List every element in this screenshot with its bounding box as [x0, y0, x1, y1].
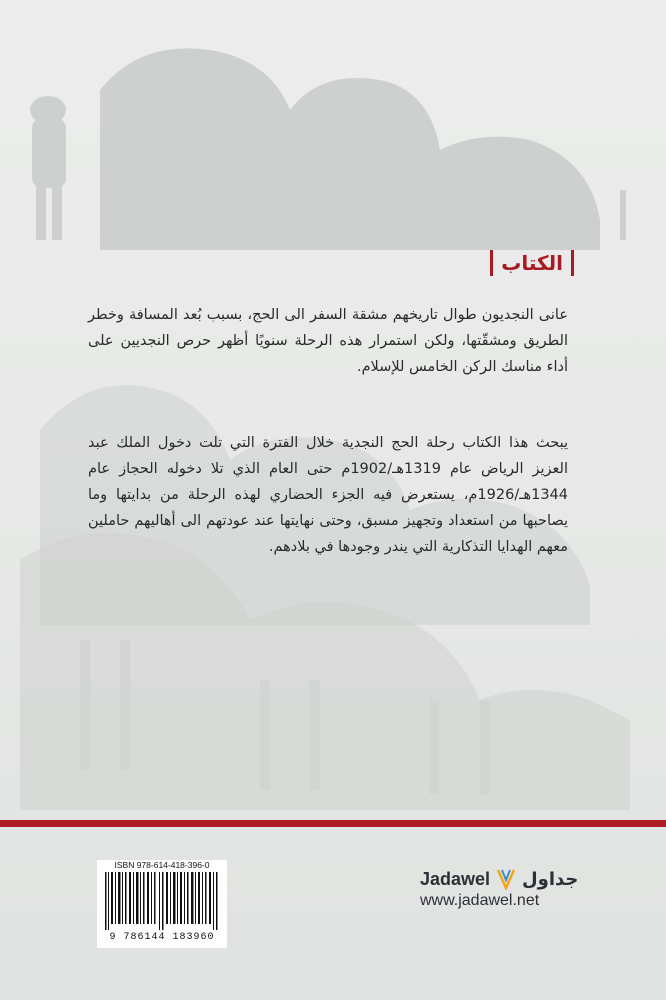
- publisher-name-arabic: جداول: [522, 868, 579, 890]
- isbn-barcode: [97, 860, 227, 948]
- heading-bar-left: [490, 250, 493, 276]
- jadawel-logo-icon: [496, 868, 516, 890]
- section-heading: [490, 250, 574, 276]
- barcode-digits: 9 786144 183960: [109, 932, 215, 943]
- body-paragraph-2: يبحث هذا الكتاب رحلة الحج النجدية خلال الفترة التي تلت دخول الملك عبد العزيز الرياض عام 1319هـ/1902م حتى العام الذي تلا دخوله الحجاز عام 1344هـ/1926م، يستعرض فيه الجزء الحضاري لهذه الرحلة من بدايتها وما يصاحبها من استعداد وتجهيز مسبق، وحتى نهايتها عند عودتهم الى أهاليهم حاملين معهم الهدايا التذكارية التي يندر وجودها في بلادهم.: [88, 435, 568, 555]
- body-paragraph-1: عانى النجديون طوال تاريخهم مشقة السفر الى الحج، بسبب بُعد المسافة وخطر الطريق ومشقّتها، ولكن استمرار هذه الرحلة سنويًا أظهر حرص النجديين على أداء مناسك الركن الخامس للإسلام.: [88, 307, 568, 375]
- publisher-name-latin: Jadawel: [420, 868, 491, 889]
- isbn-label: ISBN 978-614-418-396-0: [114, 860, 210, 870]
- red-divider-band: [0, 820, 666, 827]
- publisher-url: www.jadawel.net: [420, 892, 540, 909]
- heading-bar-right: [571, 250, 574, 276]
- publisher-logo: [420, 868, 580, 910]
- barcode-bars-icon: [103, 872, 221, 930]
- heading-title: الكتاب: [501, 251, 563, 275]
- publisher-name-row: [420, 868, 580, 890]
